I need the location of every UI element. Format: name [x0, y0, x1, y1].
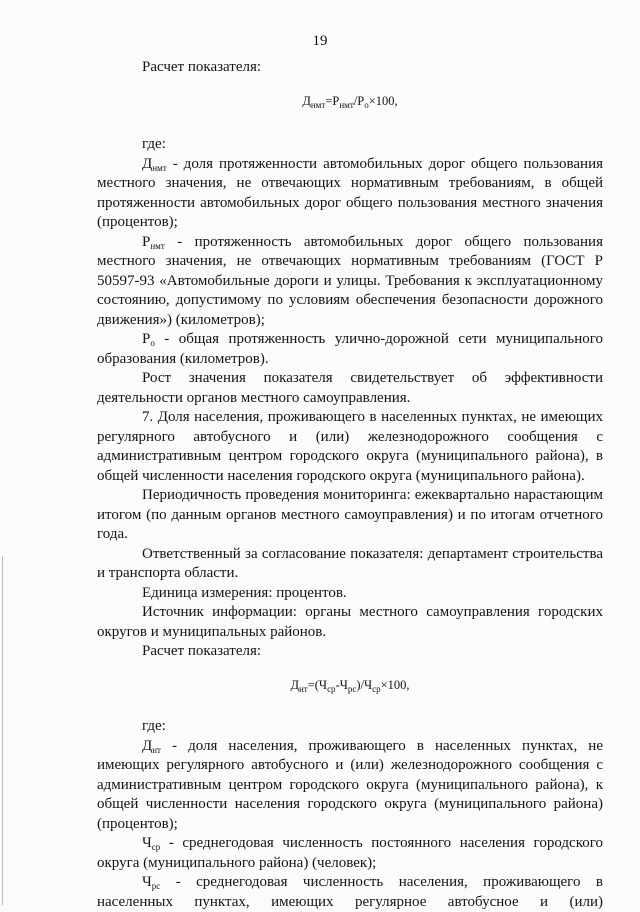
- formula-population-share: $Д_{нт}=(Ч_{ср}-Ч_{рс})/Ч_{ср}\times 100$,: [290, 677, 410, 694]
- calc-label-2: Расчет показателя:: [142, 643, 262, 659]
- page-number: 19: [312, 33, 328, 49]
- periodicity: Периодичность проведения мониторинга: ежеквартально нарастающим итогом (по данным органов местного самоуправления) и по итогам отчетного года.: [97, 487, 603, 542]
- page-edge-line: [2, 556, 3, 905]
- definition-p-nmt: $Р_{нмт}$ - протяженность автомобильных дорог общего пользования местного значения, не отвечающих нормативным требованиям (ГОСТ Р 50597-93 «Автомобильные дороги и улицы. Требования к эксплуатационному состоянию, допустимому по условиям обеспечения безопасности дорожного движения») (километров);: [97, 233, 603, 328]
- definition-ch-rs: $Ч_{рс}$ - среднегодовая численность населения, проживающего в населенных пунктах, имеющих регулярное автобусное и (или): [97, 874, 603, 910]
- definition-d-nmt: $Д_{нмт}$ - доля протяженности автомобильных дорог общего пользования местного значения, не отвечающих нормативным требованиям, в общей протяженности автомобильных дорог общего пользования местного значения (процентов);: [97, 155, 603, 230]
- growth-note: Рост значения показателя свидетельствует об эффективности деятельности органов местного самоуправления.: [97, 370, 603, 406]
- definition-p-o: $Р_о$ - общая протяженность улично-дорожной сети муниципального образования (километров).: [97, 331, 603, 367]
- definition-ch-sr: $Ч_{ср}$ - среднегодовая численность постоянного населения городского округа (муниципального района) (человек);: [97, 835, 603, 871]
- formula-road-share: $Д_{нмт}=Р_{нмт}/Р_о\times 100$,: [302, 93, 398, 110]
- where-label-2: где:: [142, 718, 166, 734]
- definition-d-nt: $Д_{нт}$ - доля населения, проживающего в населенных пунктах, не имеющих регулярного автобусного и (или) железнодорожного сообщения с административным центром городского округа (муниципального района), к общей численности населения городского округа (муниципального района) (процентов);: [97, 737, 603, 832]
- calc-label: Расчет показателя:: [142, 59, 262, 75]
- unit-of-measure: Единица измерения: процентов.: [142, 584, 347, 601]
- item-7-heading: 7. Доля населения, проживающего в населенных пунктах, не имеющих регулярного автобусного и (или) железнодорожного сообщения с административным центром городского округа (муниципального района), в общей численности населения городского округа (муниципального района).: [97, 409, 603, 484]
- responsible: Ответственный за согласование показателя: департамент строительства и транспорта области.: [97, 545, 603, 581]
- information-source: Источник информации: органы местного самоуправления городских округов и муниципальных районов.: [97, 604, 603, 640]
- document-body: [97, 58, 603, 912]
- where-label: где:: [142, 136, 166, 152]
